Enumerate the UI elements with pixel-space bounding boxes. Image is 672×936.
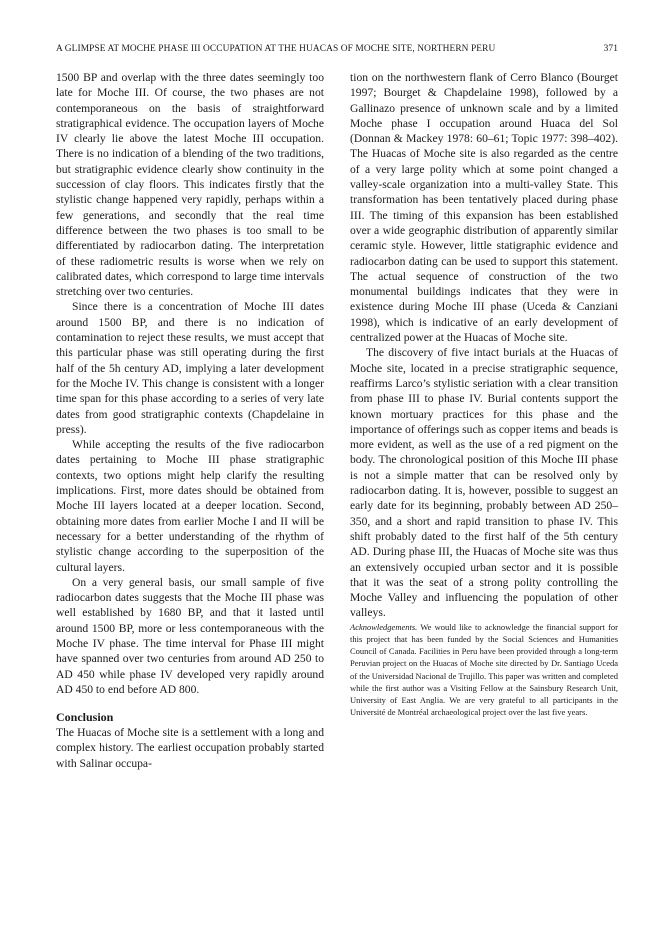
running-title: A GLIMPSE AT MOCHE PHASE III OCCUPATION AT THE HUACAS OF MOCHE SITE, NORTHERN PERU	[56, 44, 496, 54]
paragraph: While accepting the results of the five radiocarbon dates pertaining to Moche III phase stratigraphic contexts, two options might help clarify the resulting implications. First, more dates should be obtained from Moche III layers located at a deeper location. Second, obtaining more dates from earlier Moche I and II will be necessary for a better understanding of the rhythm of stylistic change according to the superposition of the cultural layers.	[56, 438, 324, 574]
left-column	[56, 70, 324, 771]
right-column	[350, 70, 618, 718]
section-heading-conclusion: Conclusion	[56, 710, 114, 725]
acknowledgements	[350, 621, 618, 719]
paragraph: The discovery of five intact burials at the Huacas of Moche site, located in a precise stratigraphic sequence, reaffirms Larco’s stylistic seriation with a clear transition from phase III to phase IV. Burial contents support the known mortuary practices for this phase and the importance of offerings such as copper items and beads is more evident, as well as the use of a red pigment on the body. The chronological position of this Moche III phase is not a simple matter that can be resolved only by radiocarbon dating. It is, however, possible to suggest an early date for its beginning, probably between AD 250–350, and a short and rapid transition to phase IV. This shift probably dated to the first half of the 5th century AD. During phase III, the Huacas of Moche site was thus an extensively occupied urban sector and it is possible that it was the seat of a strong polity controlling the Moche Valley and influencing the population of other valleys.	[350, 346, 618, 620]
paragraph: On a very general basis, our small sample of five radiocarbon dates suggests that the Moche III phase was well established by 1680 BP, and that it lasted until around 1500 BP, more or less contemporaneous with the Moche IV phase. The time interval for Phase III might have spanned over two centuries from around AD 250 to AD 450 while phase IV developed very rapidly around AD 450 to end before AD 800.	[56, 575, 324, 696]
paragraph: 1500 BP and overlap with the three dates seemingly too late for Moche III. Of course, the two phases are not contemporaneous on the basis of straightforward stratigraphical evidence. The occupation layers of Moche IV clearly lie above the latest Moche III occupation. There is no indication of a blending of the two traditions, but stratigraphic evidence clearly show continuity in the succession of clay floors. This indicates firstly that the stylistic change happened very rapidly, perhaps within a few generations, and secondly that the real time difference between the two phases is too small to be differentiated by radiocarbon dating. The interpretation of these radiometric results is worse when we rely on calibrated dates, which correspond to large time intervals stretching over two centuries.	[56, 71, 324, 299]
paragraph: tion on the northwestern flank of Cerro Blanco (Bourget 1997; Bourget & Chapdelaine 1998), followed by a Gallinazo presence of unknown scale and by a limited Moche phase I occupation around Huaca del Sol (Donnan & Mackey 1978: 60–61; Topic 1977: 398–402). The Huacas of Moche site is also regarded as the centre of a very large polity which at some point changed a valley-scale organization into a multi-valley State. This transformation has been tentatively placed during phase III. The timing of this expansion has been established over a wide geographic distribution of apparently similar ceramic style. However, little statigraphic evidence and radiocarbon dating can be used to support this statement. The actual sequence of construction of the two monumental buildings indicates that they were in existence during Moche III phase (Uceda & Canziani 1998), which is indicative of an early development of centralized power at the Huacas of Moche site.	[350, 71, 618, 345]
acknowledgements-label: Acknowledgements.	[350, 621, 418, 632]
paragraph: The Huacas of Moche site is a settlement with a long and complex history. The earliest occupation probably started with Salinar occupa-	[56, 726, 324, 770]
page-number: 371	[603, 44, 618, 54]
paragraph: Since there is a concentration of Moche III dates around 1500 BP, and there is no indication of contamination to reject these results, we must accept that this particular phase was still operating during the first half of the 5h century AD, implying a later development for the Moche IV. This change is consistent with a longer time span for this phase according to a series of very late dates from good stratigraphic contexts (Chapdelaine in press).	[56, 300, 324, 436]
acknowledgements-text: We would like to acknowledge the financial support for this project that has been funded by the Social Sciences and Humanities Council of Canada. Facilities in Peru have been provided through a long-term Peruvian project on the Huacas of Moche site directed by Dr. Santiago Uceda of the Universidad Nacional de Trujillo. This paper was written and completed while the first author was a Visiting Fellow at the Sainsbury Research Unit, University of East Anglia. We are very grateful to all participants in the Université de Montréal archaeological project over the last five years.	[350, 621, 618, 718]
